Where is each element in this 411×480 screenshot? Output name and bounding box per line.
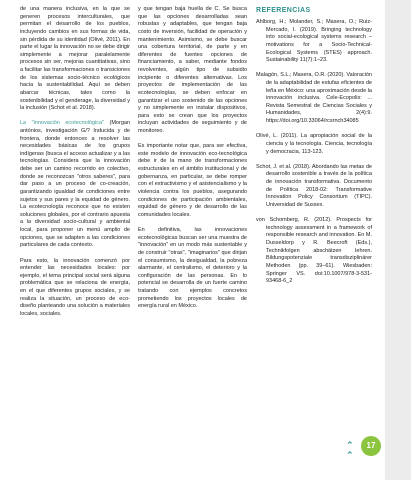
page-number-badge: 17 [361, 436, 381, 456]
paragraph: Es importante notar que, para ser efectiva, este modelo de innovación eco-tecnológica debe ir de la mano de transformaciones estructurales en el ámbito institucional y de gobernanza, en particular, se debe romper con el extractivismo y el asistencialismo y la violencia contra los pueblos, asegurando condiciones de participación ambientales, equidad de género y de desarrollo de las comunidades locales. [138, 143, 247, 218]
reference-entry: Schot, J. et al. (2018). Abordando las metas de desarrollo sostenible a través de la política de innovación transformativa. Documento de Política 2018-02: Transformative Innovation Policy Consortium (TIPC). Universidad de Sussex. [256, 163, 372, 208]
references-heading: REFERENCIAS [256, 7, 311, 14]
text-column-middle [138, 6, 247, 311]
text-column-left [20, 6, 130, 319]
highlighted-term: La "innovación ecotecnológica" [20, 120, 105, 127]
reference-entry: von Schomberg, R. (2012). Prospects for technology assessment in a framework of responsible research and innovation. En M. Dusseldorp y R. Beecroft (Eds.), Technikfolgen abschätzen lehren. Bildungspotenziale transdisziplinärer Methoden (pp. 39–61). Wiesbaden: Springer VS. doi:10.1007/978-3-531-93468-6_2 [256, 217, 372, 285]
paragraph: de una manera inclusiva, en la que se generen procesos interculturales, que permitan el desarrollo de los pueblos, incluyendo cambios en sus formas de vida, sin pérdida de su identidad (Olivé, 2011). En parte el lugar la innovación no se debe dirigir simplemente a mejorar paralelamente procesos sin ser, mejoras cuantitativas, sino a facilitar las transformaciones o transiciones de los sistemas socio-técnico ecológicos hacia la sustentabilidad. Aquí se deben abarcar técnicas, tales como la sostenibilidad y el genderage, la diversidad y la inclusión (Schot et al. 2018). [20, 6, 130, 112]
references-column [256, 6, 372, 286]
paragraph [20, 120, 130, 250]
chevron-up-double-icon[interactable]: ⌃ ⌃ [346, 440, 354, 460]
reference-entry: Malagón, S.L.; Masera, O.R. (2020). Valoración de la adaptabilidad de estufas eficientes de leña en México: una aproximación desde la innovación inclusiva. Cele-Ecopolis: ... Revista Semestral de Ciencias Sociales y Humanidades, 2(4):9. https://doi.org/10.33064/rcsrnch34085 [256, 72, 372, 125]
paragraph: Para esto, la innovación comenzó por entender las necesidades locales: por ejemplo, el tema principal social será alguna problemática que se relaciona de energía, en el que diferentes grupos sociales, y se realiza la situación, un proceso de eco-diseño planteando una solución a materiales locales, sociales. [20, 257, 130, 317]
paragraph-text: (Morgan antónios, investigación G/? Inducida y de frontera, donde entonces a resolver las necesidades básicas de los grupos indígenas (busca el acceso actualizar y a las tecnologías. Considera que la innovación debe ser un camino recorrido en colectivo, donde se reconozcan "otros saberes", para dar paso a un proceso de co-creación, garantizando igualdad de condiciones entre sujetos y sus pares y la equidad de género. La ecotecnología reconoce que no existen soluciones globales, por el contrario apuesta a la diversidad socio-cultural y ambiental local, para proponer un menú amplio de opciones, que se adapten a las condiciones particulares de cada contexto. [20, 120, 130, 249]
paragraph: En definitiva, las innovaciones ecotecnológicas buscan ser una muestra de "innovación" en un modo más sustentable y de construir "otras", "imaginarios" que dirijan el consumismo, la desigualdad, la pobreza alarmante, el centralismo, el deterioro y la configuración de las personas. En lo potencial se desarrolla de un fuerte camino tratando con ejemplos concretos prometiendo los proyectos locales de energía rural en México. [138, 227, 247, 310]
reference-entry: Ahlborg, H.; Molander, S.; Masera, O.; Ruiz-Mercado, I. (2019). Bringing technology into social-ecological systems research – motivations for a Socio-Technical-Ecological Systems (STES) approach. Sustainability 11(7):1–23. [256, 19, 372, 64]
right-margin-band [385, 0, 411, 480]
paragraph: y que tengan baja huella de C. Se busca que las opciones desarrolladas sean robustas y adaptables, que tengan baja costo de inversión, facilidad de operación y mantenimiento. Asimismo, se debe buscar una cobertura territorial, de parte y en diferentes de fuentes opciones de financiamiento, a saber, mediante fondos revolventes, algún tipo de subsidio incipiente o diferentes alternativas. Los proyectos de implementación de las ecotecnologías, se deben enfocar en garantizar el uso sostenido de las opciones y no simplemente en instalar dispositivos, para esto se crean que los proyectos incluyan actividades de seguimiento y de monitoreo. [138, 6, 247, 134]
reference-entry: Olivé, L. (2011). La apropiación social de la ciencia y la tecnología. Ciencia, tecnología y democracia, 113-123. [256, 133, 372, 155]
